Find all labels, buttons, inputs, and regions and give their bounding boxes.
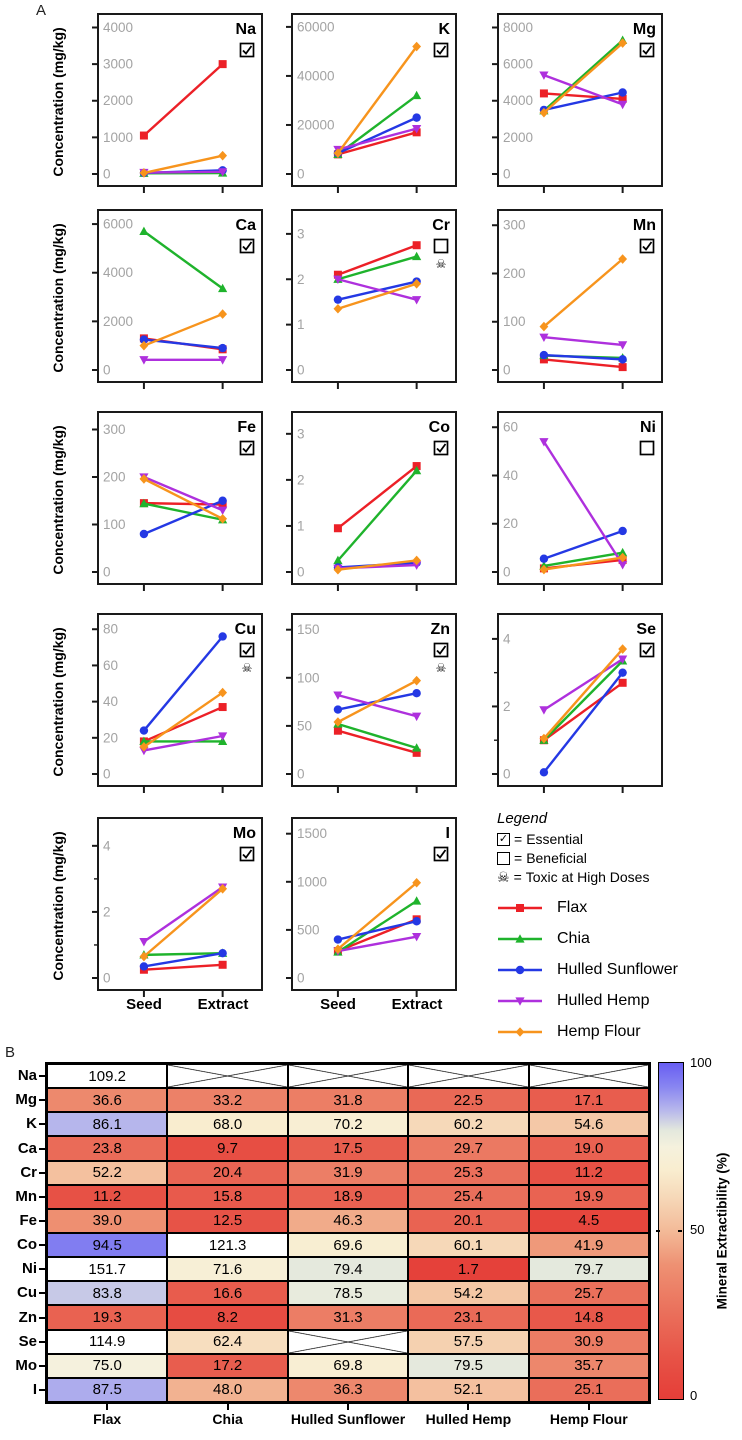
skull-icon: ☠ xyxy=(497,869,510,885)
svg-text:0: 0 xyxy=(297,970,305,986)
svg-text:150: 150 xyxy=(297,622,320,638)
heatmap-cell: 54.2 xyxy=(408,1281,528,1305)
heatmap-column-tick xyxy=(347,1404,349,1410)
svg-text:6000: 6000 xyxy=(503,56,534,72)
heatmap-row-label-Se: Se xyxy=(18,1332,37,1350)
legend-item-label: Hemp Flour xyxy=(557,1023,641,1040)
heatmap-cell: 23.8 xyxy=(47,1136,167,1160)
heatmap-cell: 20.4 xyxy=(167,1161,287,1185)
svg-text:2: 2 xyxy=(503,698,511,714)
svg-text:60: 60 xyxy=(503,419,519,435)
heatmap-row-tick xyxy=(39,1317,45,1319)
svg-text:3: 3 xyxy=(297,226,305,242)
heatmap-cell: 52.1 xyxy=(408,1378,528,1402)
plot-title-Mn: Mn xyxy=(632,217,656,234)
legend-item-label: Chia xyxy=(557,930,590,947)
heatmap-cell: 52.2 xyxy=(47,1161,167,1185)
checked-box-icon xyxy=(435,848,448,861)
heatmap-row-tick xyxy=(39,1268,45,1270)
heatmap-row-label-Mg: Mg xyxy=(15,1091,37,1109)
heatmap-column-label-hulled-sunflower: Hulled Sunflower xyxy=(290,1411,406,1427)
heatmap-cell: 151.7 xyxy=(47,1257,167,1281)
heatmap-cell: 29.7 xyxy=(408,1136,528,1160)
plot-Se xyxy=(490,612,670,804)
x-tick-extract-col1: Extract xyxy=(197,996,249,1013)
plot-Mo xyxy=(90,816,270,1008)
heatmap-cell: 68.0 xyxy=(167,1112,287,1136)
heatmap-cell: 22.5 xyxy=(408,1088,528,1112)
empty-box-icon xyxy=(497,852,510,865)
legend-swatch-triangle-up xyxy=(497,931,543,947)
legend-item-label: Flax xyxy=(557,899,588,916)
heatmap-cell: 87.5 xyxy=(47,1378,167,1402)
heatmap-cell: 17.2 xyxy=(167,1354,287,1378)
svg-text:1: 1 xyxy=(297,518,305,534)
heatmap-column-tick xyxy=(227,1404,229,1410)
heatmap-row-label-I: I xyxy=(32,1380,37,1398)
legend-series-list xyxy=(497,898,742,1042)
colorbar-notch-left xyxy=(656,1230,660,1232)
heatmap-row-label-Ni: Ni xyxy=(22,1260,37,1278)
skull-icon: ☠ xyxy=(241,661,253,675)
svg-text:0: 0 xyxy=(103,564,111,580)
svg-text:200: 200 xyxy=(103,469,126,485)
heatmap-cell: 78.5 xyxy=(288,1281,408,1305)
heatmap xyxy=(45,1062,651,1404)
svg-text:500: 500 xyxy=(297,922,320,938)
plot-title-Fe: Fe xyxy=(237,419,256,436)
heatmap-cell: 8.2 xyxy=(167,1305,287,1329)
y-axis-label-row3: Concentration (mg/kg) xyxy=(50,425,66,575)
svg-text:0: 0 xyxy=(297,766,305,782)
heatmap-column-label-hemp-flour: Hemp Flour xyxy=(549,1411,628,1427)
svg-text:200: 200 xyxy=(503,265,526,281)
heatmap-cell: 35.7 xyxy=(529,1354,649,1378)
checked-box-icon xyxy=(435,442,448,455)
heatmap-cell: 54.6 xyxy=(529,1112,649,1136)
checked-box-icon xyxy=(641,44,654,57)
legend-item-flax xyxy=(497,898,742,918)
y-axis-label-row4: Concentration (mg/kg) xyxy=(50,627,66,777)
heatmap-row-tick xyxy=(39,1075,45,1077)
plot-K xyxy=(284,12,464,204)
heatmap-row-label-Cr: Cr xyxy=(20,1163,37,1181)
plot-title-Ni: Ni xyxy=(640,419,656,436)
heatmap-cell: 31.9 xyxy=(288,1161,408,1185)
plot-title-Mg: Mg xyxy=(632,21,656,38)
heatmap-cell: 79.4 xyxy=(288,1257,408,1281)
heatmap-cell: 1.7 xyxy=(408,1257,528,1281)
legend-symbol-empty-box xyxy=(497,849,742,868)
y-axis-label-row1: Concentration (mg/kg) xyxy=(50,27,66,177)
legend-symbol-label: Beneficial xyxy=(526,850,587,866)
y-axis-label-row2: Concentration (mg/kg) xyxy=(50,223,66,373)
heatmap-cell: 57.5 xyxy=(408,1330,528,1354)
heatmap-cell: 17.5 xyxy=(288,1136,408,1160)
plot-Zn xyxy=(284,612,464,804)
svg-text:0: 0 xyxy=(503,766,511,782)
heatmap-cell: 48.0 xyxy=(167,1378,287,1402)
svg-text:0: 0 xyxy=(297,564,305,580)
heatmap-row-tick xyxy=(39,1341,45,1343)
heatmap-cell: 31.8 xyxy=(288,1088,408,1112)
heatmap-cell: 109.2 xyxy=(47,1064,167,1088)
legend xyxy=(497,810,742,1042)
legend-item-hulled-hemp xyxy=(497,991,742,1011)
heatmap-cell: 11.2 xyxy=(47,1185,167,1209)
heatmap-cell: 94.5 xyxy=(47,1233,167,1257)
svg-text:0: 0 xyxy=(503,362,511,378)
checked-box-icon xyxy=(241,442,254,455)
svg-text:1000: 1000 xyxy=(103,129,134,145)
heatmap-row-tick xyxy=(39,1123,45,1125)
legend-symbol-eq: = xyxy=(514,850,523,866)
plot-title-Ca: Ca xyxy=(235,217,256,234)
plot-title-Mo: Mo xyxy=(232,825,256,842)
skull-icon: ☠ xyxy=(435,661,447,675)
empty-box-icon xyxy=(435,240,448,253)
legend-symbol-eq: = xyxy=(514,831,523,847)
panel-b-label: B xyxy=(5,1044,16,1061)
heatmap-cell: 30.9 xyxy=(529,1330,649,1354)
heatmap-cell: 33.2 xyxy=(167,1088,287,1112)
plot-title-I: I xyxy=(445,825,450,842)
heatmap-cell: 15.8 xyxy=(167,1185,287,1209)
checked-box-icon xyxy=(241,848,254,861)
heatmap-cell: 36.6 xyxy=(47,1088,167,1112)
heatmap-column-tick xyxy=(588,1404,590,1410)
heatmap-row-tick xyxy=(39,1196,45,1198)
checked-box-icon xyxy=(435,44,448,57)
heatmap-row-tick xyxy=(39,1292,45,1294)
heatmap-cell: 9.7 xyxy=(167,1136,287,1160)
svg-text:2: 2 xyxy=(297,472,305,488)
svg-text:0: 0 xyxy=(297,166,305,182)
heatmap-cell: 75.0 xyxy=(47,1354,167,1378)
svg-text:8000: 8000 xyxy=(503,19,534,35)
heatmap-column-tick xyxy=(467,1404,469,1410)
heatmap-cell: 11.2 xyxy=(529,1161,649,1185)
heatmap-cell: 79.5 xyxy=(408,1354,528,1378)
svg-text:2: 2 xyxy=(297,271,305,287)
heatmap-cell: 36.3 xyxy=(288,1378,408,1402)
svg-text:0: 0 xyxy=(503,166,511,182)
heatmap-cell: 60.1 xyxy=(408,1233,528,1257)
svg-text:2000: 2000 xyxy=(103,93,134,109)
plot-title-Na: Na xyxy=(235,21,256,38)
heatmap-row-tick xyxy=(39,1365,45,1367)
legend-item-label: Hulled Hemp xyxy=(557,992,650,1009)
checked-box-icon xyxy=(241,44,254,57)
heatmap-cell: 16.6 xyxy=(167,1281,287,1305)
heatmap-cell: 25.3 xyxy=(408,1161,528,1185)
x-tick-extract-col2: Extract xyxy=(391,996,443,1013)
heatmap-cell-na xyxy=(167,1064,287,1088)
heatmap-cell: 86.1 xyxy=(47,1112,167,1136)
heatmap-cell: 39.0 xyxy=(47,1209,167,1233)
svg-text:100: 100 xyxy=(103,517,126,532)
svg-text:4000: 4000 xyxy=(103,19,134,35)
heatmap-grid xyxy=(47,1064,649,1402)
heatmap-column-label-flax: Flax xyxy=(93,1411,122,1427)
legend-swatch-square xyxy=(497,900,543,916)
svg-text:1000: 1000 xyxy=(297,874,328,890)
heatmap-column-tick xyxy=(106,1404,108,1410)
heatmap-row-label-Co: Co xyxy=(17,1236,37,1254)
heatmap-cell-na xyxy=(529,1064,649,1088)
svg-text:0: 0 xyxy=(103,362,111,378)
svg-text:6000: 6000 xyxy=(103,216,134,232)
svg-text:3: 3 xyxy=(297,426,305,442)
heatmap-cell: 14.8 xyxy=(529,1305,649,1329)
heatmap-cell: 62.4 xyxy=(167,1330,287,1354)
plot-Mn xyxy=(490,208,670,400)
heatmap-cell: 25.4 xyxy=(408,1185,528,1209)
checked-box-icon xyxy=(641,644,654,657)
svg-text:40: 40 xyxy=(503,467,519,483)
svg-text:100: 100 xyxy=(297,670,320,686)
legend-swatch-diamond xyxy=(497,1024,543,1040)
svg-text:300: 300 xyxy=(103,422,126,437)
heatmap-row-tick xyxy=(39,1172,45,1174)
legend-item-hemp-flour xyxy=(497,1022,742,1042)
legend-symbol-list xyxy=(497,830,742,887)
svg-text:1500: 1500 xyxy=(297,826,328,842)
svg-text:50: 50 xyxy=(297,718,313,734)
svg-text:20: 20 xyxy=(503,516,519,532)
heatmap-row-label-Ca: Ca xyxy=(17,1139,37,1157)
heatmap-cell: 41.9 xyxy=(529,1233,649,1257)
heatmap-cell: 69.6 xyxy=(288,1233,408,1257)
heatmap-cell: 18.9 xyxy=(288,1185,408,1209)
heatmap-row-tick xyxy=(39,1099,45,1101)
heatmap-cell: 25.7 xyxy=(529,1281,649,1305)
legend-item-label: Hulled Sunflower xyxy=(557,961,678,978)
heatmap-cell: 114.9 xyxy=(47,1330,167,1354)
heatmap-column-label-chia: Chia xyxy=(212,1411,243,1427)
svg-text:4: 4 xyxy=(503,631,511,647)
legend-swatch-triangle-down xyxy=(497,993,543,1009)
checked-box-icon xyxy=(641,240,654,253)
heatmap-cell: 69.8 xyxy=(288,1354,408,1378)
svg-text:0: 0 xyxy=(103,970,111,986)
empty-box-icon xyxy=(641,442,654,455)
svg-text:2: 2 xyxy=(103,904,111,920)
checked-box-icon xyxy=(241,644,254,657)
heatmap-row-label-Fe: Fe xyxy=(19,1211,37,1229)
svg-text:0: 0 xyxy=(103,766,111,782)
svg-text:100: 100 xyxy=(503,314,526,330)
heatmap-cell: 71.6 xyxy=(167,1257,287,1281)
colorbar-tick-0: 0 xyxy=(690,1388,698,1403)
plot-Na xyxy=(90,12,270,204)
skull-icon: ☠ xyxy=(435,257,447,271)
heatmap-cell-na xyxy=(288,1330,408,1354)
svg-text:60000: 60000 xyxy=(297,19,335,35)
checked-box-icon xyxy=(241,240,254,253)
heatmap-row-label-Mn: Mn xyxy=(15,1187,37,1205)
heatmap-row-tick xyxy=(39,1220,45,1222)
heatmap-cell: 31.3 xyxy=(288,1305,408,1329)
plot-title-K: K xyxy=(438,21,450,38)
legend-swatch-circle xyxy=(497,962,543,978)
heatmap-row-tick xyxy=(39,1244,45,1246)
panel-a-label: A xyxy=(36,2,47,19)
legend-item-hulled-sunflower xyxy=(497,960,742,980)
heatmap-row-tick xyxy=(39,1389,45,1391)
plot-title-Cr: Cr xyxy=(432,217,450,234)
heatmap-cell: 70.2 xyxy=(288,1112,408,1136)
heatmap-column-label-hulled-hemp: Hulled Hemp xyxy=(425,1411,512,1427)
heatmap-cell-na xyxy=(288,1064,408,1088)
svg-text:20: 20 xyxy=(103,730,119,746)
plot-title-Cu: Cu xyxy=(234,621,256,638)
svg-text:1: 1 xyxy=(297,317,305,333)
heatmap-cell: 19.9 xyxy=(529,1185,649,1209)
legend-title: Legend xyxy=(497,810,548,827)
svg-text:0: 0 xyxy=(297,362,305,378)
heatmap-cell: 19.3 xyxy=(47,1305,167,1329)
heatmap-cell: 79.7 xyxy=(529,1257,649,1281)
heatmap-row-label-K: K xyxy=(26,1115,37,1133)
heatmap-row-label-Cu: Cu xyxy=(17,1284,37,1302)
heatmap-row-tick xyxy=(39,1148,45,1150)
colorbar-label: Mineral Extractibility (%) xyxy=(714,1152,730,1310)
svg-text:3000: 3000 xyxy=(103,56,134,72)
plot-Cu xyxy=(90,612,270,804)
heatmap-cell-na xyxy=(408,1064,528,1088)
plot-Cr xyxy=(284,208,464,400)
svg-text:40: 40 xyxy=(103,694,119,710)
heatmap-row-label-Na: Na xyxy=(17,1067,37,1085)
legend-symbol-skull xyxy=(497,868,742,887)
checked-box-icon xyxy=(435,644,448,657)
svg-text:0: 0 xyxy=(103,166,111,182)
plot-I xyxy=(284,816,464,1008)
heatmap-cell: 20.1 xyxy=(408,1209,528,1233)
heatmap-row-label-Mo: Mo xyxy=(15,1356,37,1374)
heatmap-row-label-Zn: Zn xyxy=(18,1308,37,1326)
heatmap-cell: 83.8 xyxy=(47,1281,167,1305)
plot-title-Se: Se xyxy=(636,621,656,638)
svg-text:300: 300 xyxy=(503,217,526,233)
heatmap-cell: 23.1 xyxy=(408,1305,528,1329)
plot-Ni xyxy=(490,410,670,602)
svg-text:4: 4 xyxy=(103,838,111,854)
heatmap-cell: 60.2 xyxy=(408,1112,528,1136)
heatmap-cell: 12.5 xyxy=(167,1209,287,1233)
checked-box-icon: ✓ xyxy=(498,833,509,845)
svg-text:80: 80 xyxy=(103,621,119,637)
svg-text:0: 0 xyxy=(503,564,511,580)
legend-symbol-checked-box xyxy=(497,830,742,849)
plot-Fe xyxy=(90,410,270,602)
svg-text:60: 60 xyxy=(103,657,119,673)
legend-item-chia xyxy=(497,929,742,949)
colorbar-tick-50: 50 xyxy=(690,1222,705,1237)
legend-symbol-label: Essential xyxy=(526,831,583,847)
svg-text:20000: 20000 xyxy=(297,117,335,133)
colorbar-notch-right xyxy=(678,1230,682,1232)
plot-Ca xyxy=(90,208,270,400)
legend-symbol-label: Toxic at High Doses xyxy=(525,869,650,885)
colorbar-tick-100: 100 xyxy=(690,1055,712,1070)
svg-text:4000: 4000 xyxy=(103,265,134,281)
svg-text:4000: 4000 xyxy=(503,93,534,109)
plot-Co xyxy=(284,410,464,602)
heatmap-cell: 4.5 xyxy=(529,1209,649,1233)
heatmap-cell: 19.0 xyxy=(529,1136,649,1160)
heatmap-cell: 46.3 xyxy=(288,1209,408,1233)
x-tick-seed-col2: Seed xyxy=(320,996,356,1013)
svg-text:2000: 2000 xyxy=(103,313,134,329)
svg-text:40000: 40000 xyxy=(297,68,335,84)
x-tick-seed-col1: Seed xyxy=(126,996,162,1013)
heatmap-cell: 121.3 xyxy=(167,1233,287,1257)
legend-symbol-eq: = xyxy=(513,869,522,885)
heatmap-cell: 17.1 xyxy=(529,1088,649,1112)
plot-title-Zn: Zn xyxy=(430,621,450,638)
heatmap-cell: 25.1 xyxy=(529,1378,649,1402)
y-axis-label-row5: Concentration (mg/kg) xyxy=(50,831,66,981)
svg-text:2000: 2000 xyxy=(503,129,534,145)
plot-title-Co: Co xyxy=(428,419,450,436)
plot-Mg xyxy=(490,12,670,204)
